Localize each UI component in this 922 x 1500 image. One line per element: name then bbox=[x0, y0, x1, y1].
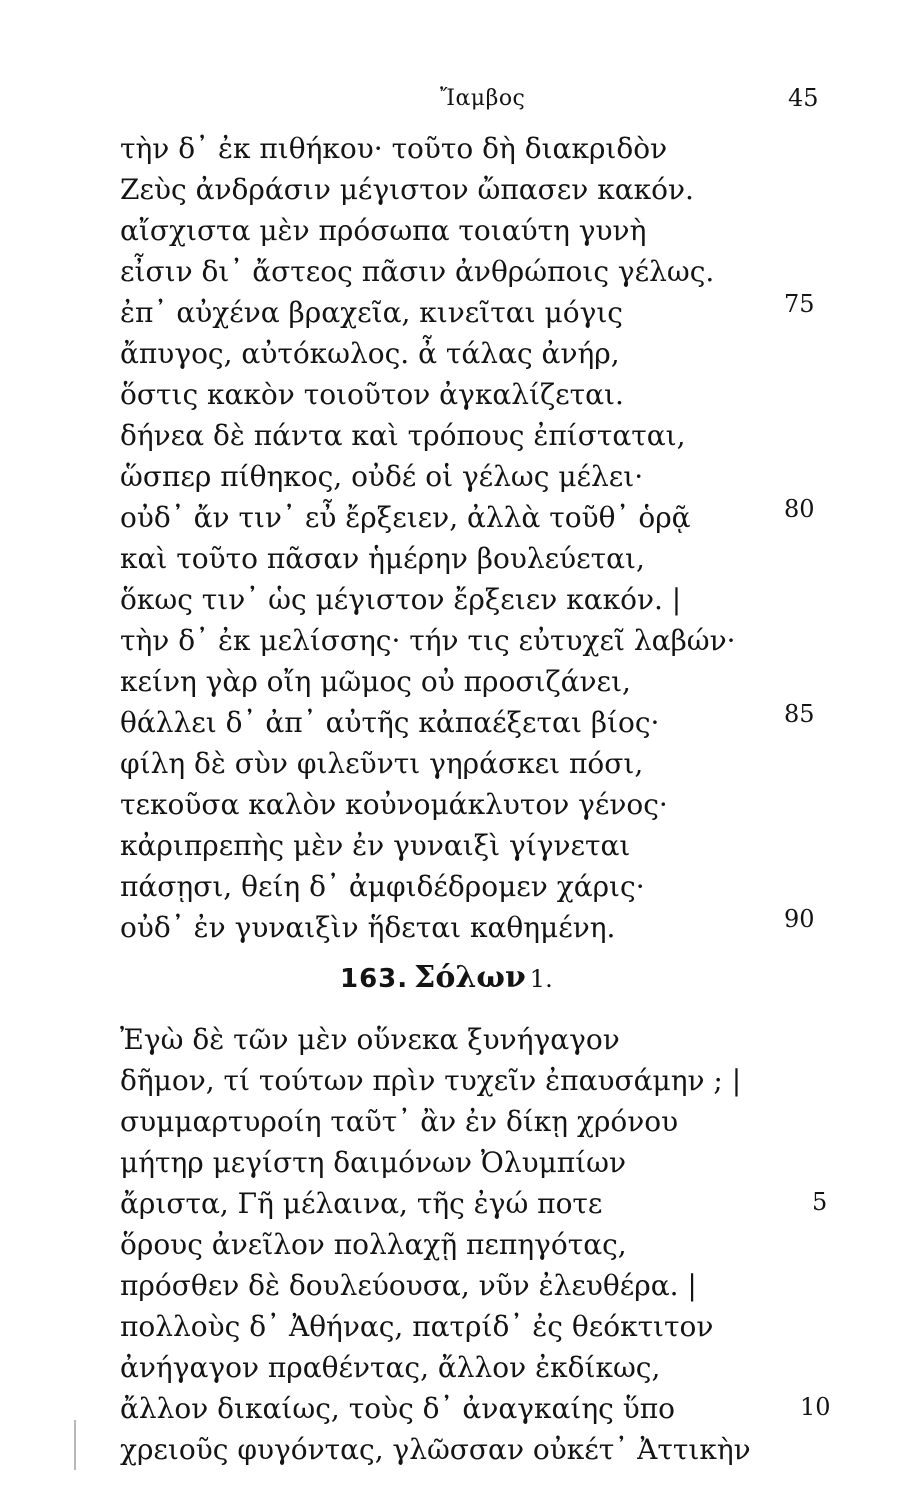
verse-line: μήτηρ μεγίστη δαιμόνων Ὀλυμπίων bbox=[120, 1146, 627, 1179]
verse-line: οὐδ᾽ ἄν τιν᾽ εὖ ἔρξειεν, ἀλλὰ τοῦθ᾽ ὁρᾷ bbox=[120, 501, 691, 534]
verse-line: ἐπ᾽ αὐχένα βραχεῖα, κινεῖται μόγις bbox=[120, 296, 623, 329]
line-number: 10 bbox=[800, 1393, 831, 1421]
verse-line: εἶσιν δι᾽ ἄστεος πᾶσιν ἀνθρώποις γέλως. bbox=[120, 255, 715, 288]
verse-line: οὐδ᾽ ἐν γυναιξὶν ἥδεται καθημένη. bbox=[120, 911, 616, 944]
verse-line: τεκοῦσα καλὸν κοὐνομάκλυτον γένος· bbox=[120, 788, 668, 821]
page-number: 45 bbox=[788, 84, 819, 112]
verse-line: τὴν δ᾽ ἐκ πιθήκου· τοῦτο δὴ διακριδὸν bbox=[120, 132, 668, 165]
poem-number: 163. bbox=[340, 964, 409, 994]
verse-line: Ἐγὼ δὲ τῶν μὲν οὕνεκα ξυνήγαγον bbox=[120, 1023, 620, 1056]
verse-line: θάλλει δ᾽ ἀπ᾽ αὐτῆς κἀπαέξεται βίος· bbox=[120, 706, 660, 739]
verse-line: δῆμον, τί τούτων πρὶν τυχεῖν ἐπαυσάμην ; | bbox=[120, 1064, 742, 1097]
running-head: Ἴαμβος bbox=[440, 86, 526, 111]
poem-heading bbox=[340, 960, 553, 995]
line-number: 90 bbox=[784, 905, 815, 933]
verse-line: Ζεὺς ἀνδράσιν μέγιστον ὤπασεν κακόν. bbox=[120, 173, 694, 206]
verse-line: ἄλλον δικαίως, τοὺς δ᾽ ἀναγκαίης ὕπο bbox=[120, 1392, 676, 1425]
verse-line: κἀριπρεπὴς μὲν ἐν γυναιξὶ γίγνεται bbox=[120, 829, 631, 862]
line-number: 80 bbox=[784, 495, 815, 523]
verse-line: τὴν δ᾽ ἐκ μελίσσης· τήν τις εὐτυχεῖ λαβών· bbox=[120, 624, 736, 657]
verse-line: χρειοῦς φυγόντας, γλῶσσαν οὐκέτ᾽ Ἀττικὴν bbox=[120, 1433, 751, 1466]
verse-line: φίλη δὲ σὺν φιλεῦντι γηράσκει πόσι, bbox=[120, 747, 644, 780]
verse-line: συμμαρτυροίη ταῦτ᾽ ἂν ἐν δίκῃ χρόνου bbox=[120, 1105, 679, 1138]
verse-line: ἄριστα, Γῆ μέλαινα, τῆς ἐγώ ποτε bbox=[120, 1187, 603, 1220]
verse-line: καὶ τοῦτο πᾶσαν ἡμέρην βουλεύεται, bbox=[120, 542, 645, 575]
verse-line: ἀνήγαγον πραθέντας, ἄλλον ἐκδίκως, bbox=[120, 1351, 661, 1384]
verse-line: ὥσπερ πίθηκος, οὐδέ οἱ γέλως μέλει· bbox=[120, 460, 644, 493]
line-number: 85 bbox=[784, 700, 815, 728]
verse-line: πολλοὺς δ᾽ Ἀθήνας, πατρίδ᾽ ἐς θεόκτιτον bbox=[120, 1310, 714, 1343]
poem-author: Σόλων bbox=[414, 960, 526, 995]
verse-line: ὅρους ἀνεῖλον πολλαχῇ πεπηγότας, bbox=[120, 1228, 627, 1261]
verse-line: δήνεα δὲ πάντα καὶ τρόπους ἐπίσταται, bbox=[120, 419, 686, 452]
verse-line: αἴσχιστα μὲν πρόσωπα τοιαύτη γυνὴ bbox=[120, 214, 647, 247]
footnote-marker: 1. bbox=[529, 965, 553, 993]
verse-line: ἄπυγος, αὐτόκωλος. ἆ τάλας ἀνήρ, bbox=[120, 337, 620, 370]
line-number: 5 bbox=[812, 1188, 828, 1216]
line-number: 75 bbox=[784, 290, 815, 318]
verse-line: ὅστις κακὸν τοιοῦτον ἀγκαλίζεται. bbox=[120, 378, 624, 411]
verse-line: κείνη γὰρ οἴη μῶμος οὐ προσιζάνει, bbox=[120, 665, 631, 698]
verse-line: ὅκως τιν᾽ ὡς μέγιστον ἔρξειεν κακόν. | bbox=[120, 583, 682, 616]
verse-line: πάσῃσι, θείη δ᾽ ἀμφιδέδρομεν χάρις· bbox=[120, 870, 645, 903]
verse-line: πρόσθεν δὲ δουλεύουσα, νῦν ἐλευθέρα. | bbox=[120, 1269, 697, 1302]
margin-mark bbox=[74, 1420, 76, 1470]
